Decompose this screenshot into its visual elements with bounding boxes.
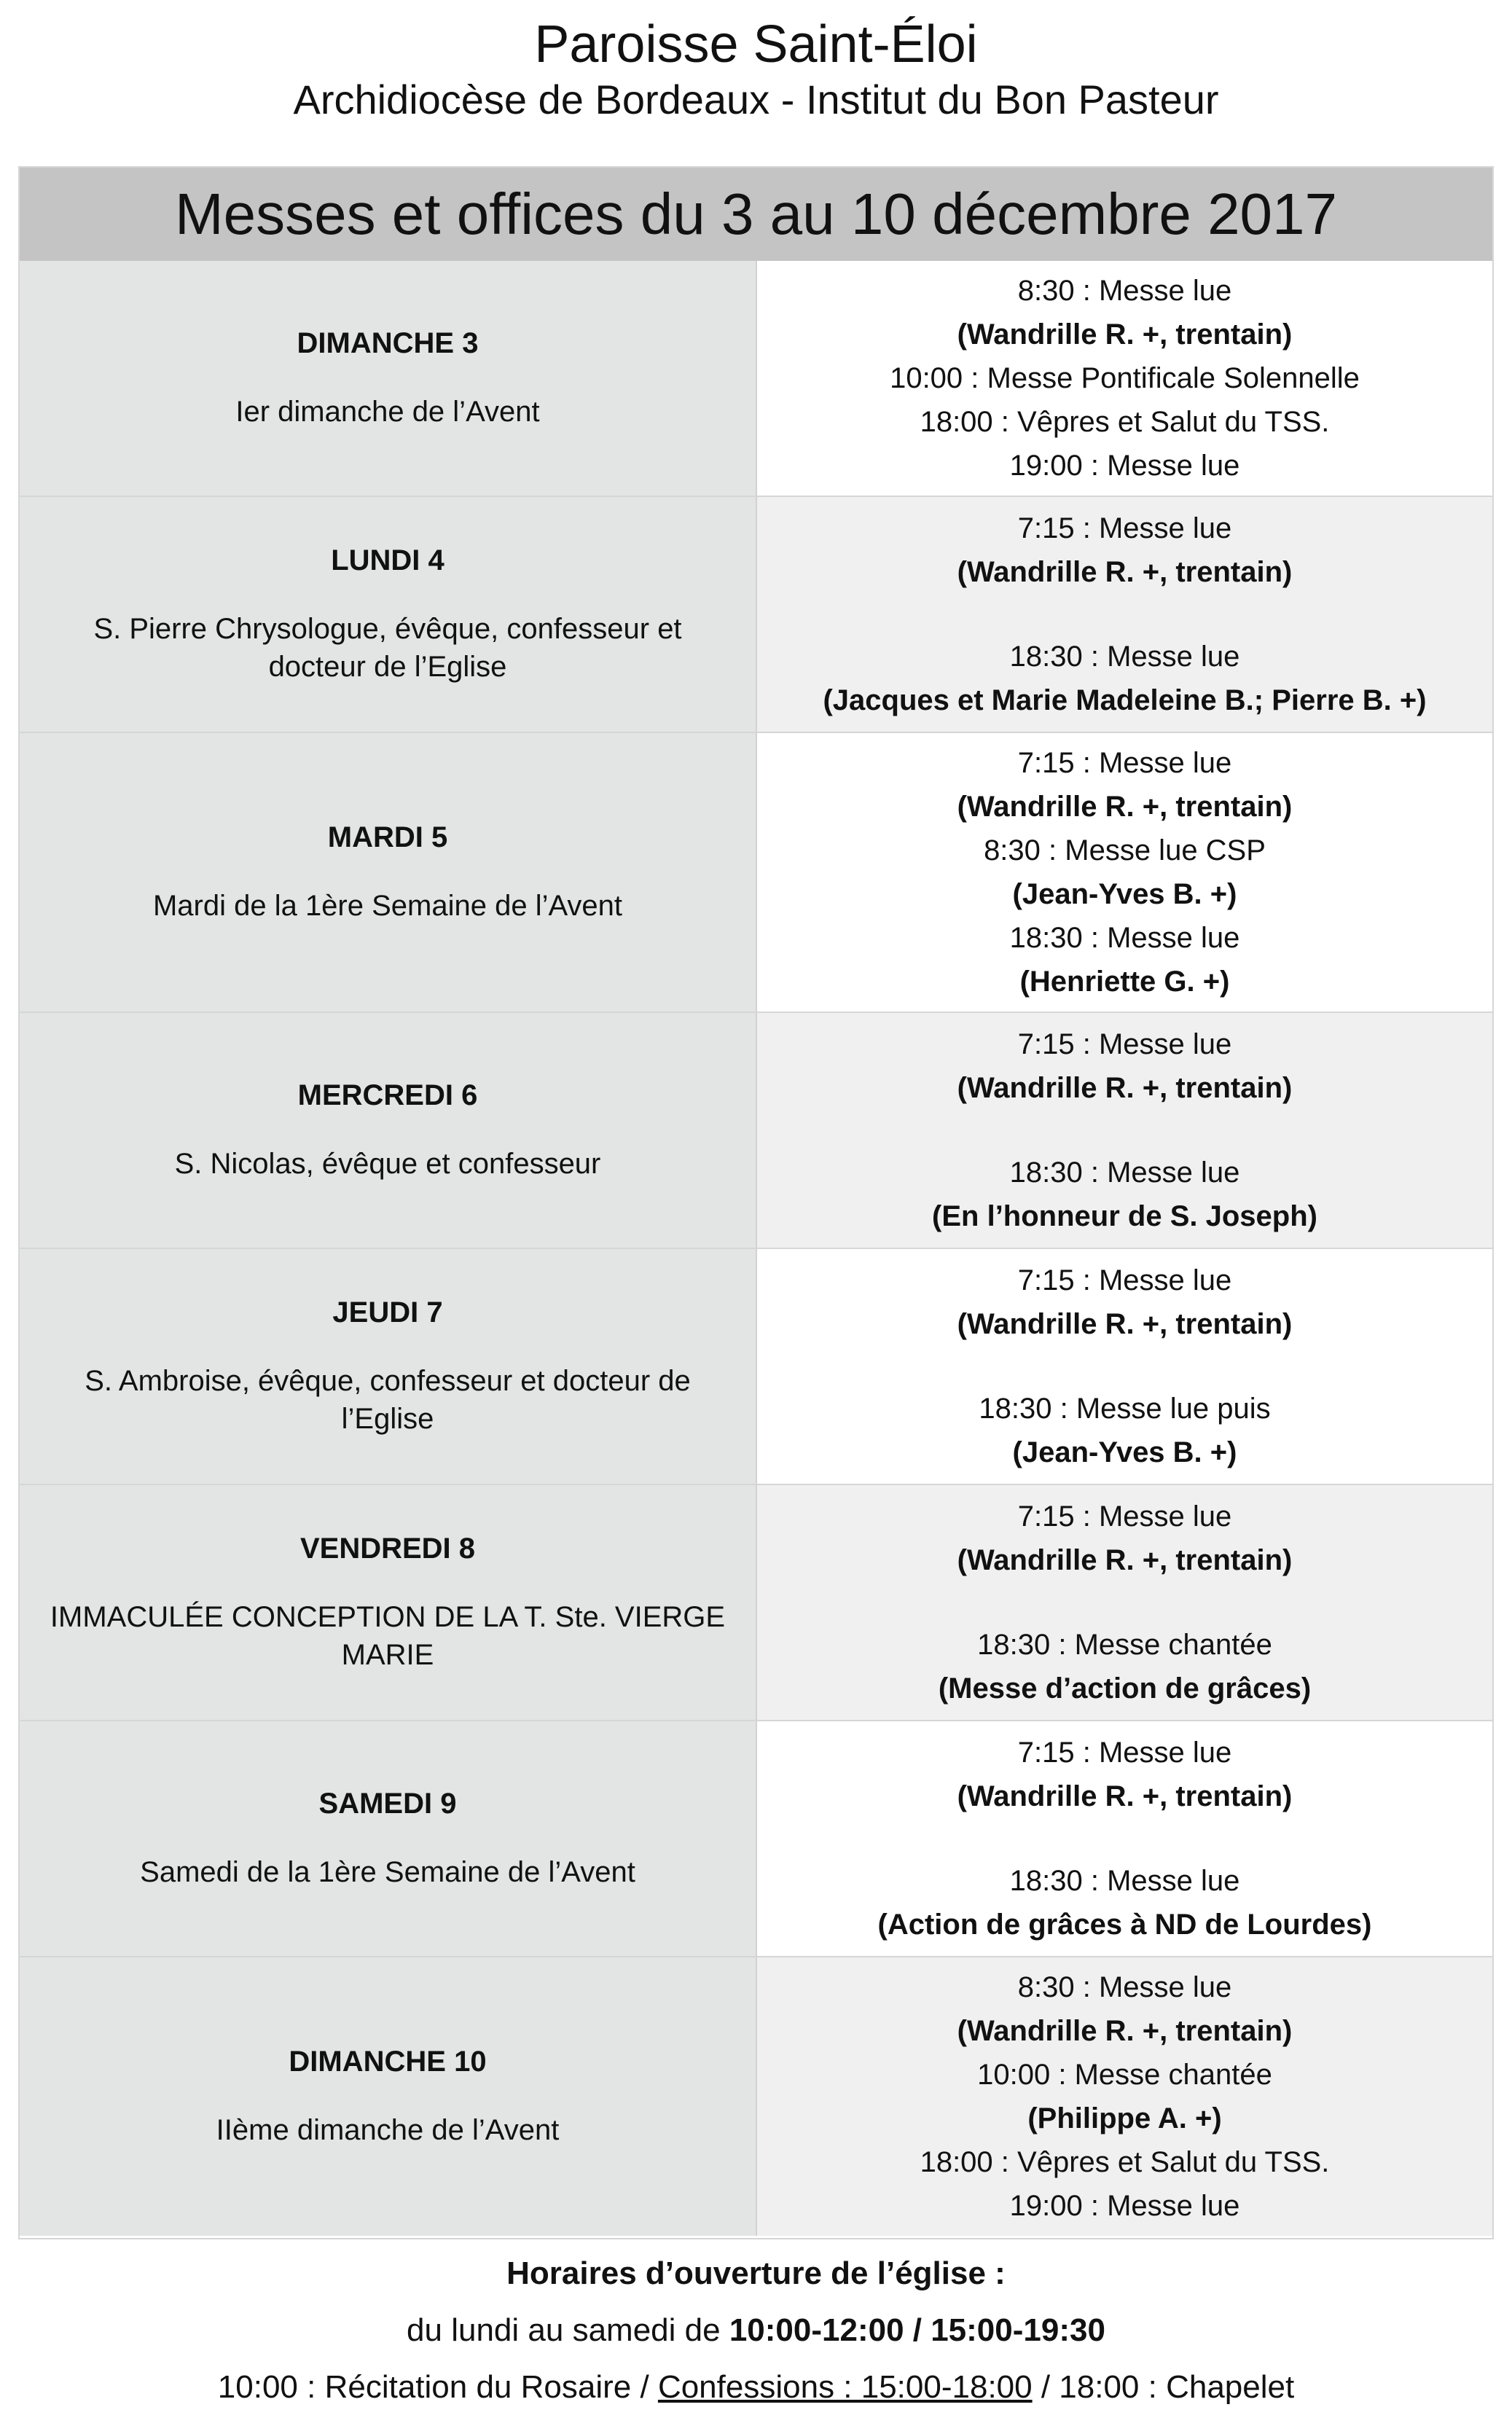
mass-time: 18:30 : Messe lue xyxy=(1009,922,1240,954)
day-row xyxy=(20,1956,1492,2236)
day-row xyxy=(20,496,1492,732)
mass-cell xyxy=(757,1013,1492,1248)
day-cell xyxy=(20,1249,757,1484)
mass-time: 18:30 : Messe lue xyxy=(1009,1157,1240,1189)
mass-time: 19:00 : Messe lue xyxy=(1009,2190,1240,2222)
mass-intention: (Action de grâces à ND de Lourdes) xyxy=(877,1909,1372,1941)
day-cell xyxy=(20,1957,757,2236)
opening-hours-footer xyxy=(0,2252,1512,2409)
mass-time: 7:15 : Messe lue xyxy=(1017,1737,1232,1769)
mass-intention: (Wandrille R. +, trentain) xyxy=(957,1072,1293,1104)
mass-intention: (Philippe A. +) xyxy=(1027,2102,1222,2134)
day-feast: S. Pierre Chrysologue, évêque, confesseur et docteur de l’Eglise xyxy=(93,613,682,683)
mass-time: 18:00 : Vêpres et Salut du TSS. xyxy=(920,2146,1330,2178)
day-feast: IIème dimanche de l’Avent xyxy=(216,2114,560,2146)
mass-intention: (Wandrille R. +, trentain) xyxy=(957,1544,1293,1576)
day-name: DIMANCHE 10 xyxy=(289,2046,487,2078)
mass-cell xyxy=(757,1721,1492,1956)
parish-name: Paroisse Saint-Éloi xyxy=(534,15,978,74)
day-name: DIMANCHE 3 xyxy=(297,327,479,359)
day-row xyxy=(20,1248,1492,1484)
mass-time: 7:15 : Messe lue xyxy=(1017,1264,1232,1296)
mass-cell xyxy=(757,1485,1492,1720)
mass-time: 8:30 : Messe lue CSP xyxy=(984,834,1266,866)
confessions-text: Confessions : 15:00-18:00 xyxy=(657,2369,1033,2405)
mass-time: 18:00 : Vêpres et Salut du TSS. xyxy=(920,406,1330,438)
mass-cell xyxy=(757,733,1492,1011)
mass-intention: (Henriette G. +) xyxy=(1019,966,1230,998)
mass-time: 7:15 : Messe lue xyxy=(1017,512,1232,544)
day-row xyxy=(20,1720,1492,1956)
opening-hours-times: 10:00-12:00 / 15:00-19:30 xyxy=(729,2312,1105,2348)
day-name: LUNDI 4 xyxy=(331,544,444,576)
day-cell xyxy=(20,1013,757,1248)
day-feast: Samedi de la 1ère Semaine de l’Avent xyxy=(140,1856,635,1888)
day-feast: IMMACULÉE CONCEPTION DE LA T. Ste. VIERGE MARIE xyxy=(50,1601,726,1671)
day-cell xyxy=(20,1721,757,1956)
day-name: SAMEDI 9 xyxy=(318,1788,457,1820)
day-name: VENDREDI 8 xyxy=(299,1533,476,1565)
opening-hours-heading: Horaires d’ouverture de l’église : xyxy=(506,2255,1006,2291)
day-cell xyxy=(20,1485,757,1720)
schedule-title-bar xyxy=(20,168,1492,261)
mass-intention: (Jean-Yves B. +) xyxy=(1012,1436,1237,1468)
opening-hours-line xyxy=(0,2309,1512,2352)
mass-intention: (Jacques et Marie Madeleine B.; Pierre B. +) xyxy=(823,684,1427,716)
mass-intention: (Jean-Yves B. +) xyxy=(1012,878,1237,910)
mass-intention: (En l’honneur de S. Joseph) xyxy=(932,1200,1317,1232)
mass-intention: (Wandrille R. +, trentain) xyxy=(957,2015,1293,2047)
day-cell xyxy=(20,261,757,496)
mass-intention: (Wandrille R. +, trentain) xyxy=(957,791,1293,823)
day-row xyxy=(20,1011,1492,1248)
mass-time: 8:30 : Messe lue xyxy=(1017,1971,1232,2003)
day-feast: S. Ambroise, évêque, confesseur et docteur de l’Eglise xyxy=(85,1365,691,1435)
mass-time: 10:00 : Messe chantée xyxy=(977,2059,1272,2091)
daily-activities-line xyxy=(0,2365,1512,2409)
day-row xyxy=(20,1484,1492,1720)
opening-hours-prefix: du lundi au samedi de xyxy=(407,2312,721,2348)
mass-time: 7:15 : Messe lue xyxy=(1017,1028,1232,1060)
schedule-title: Messes et offices du 3 au 10 décembre 2017 xyxy=(174,181,1338,246)
chapelet-text: / 18:00 : Chapelet xyxy=(1041,2369,1295,2405)
mass-time: 10:00 : Messe Pontificale Solennelle xyxy=(890,362,1360,394)
day-name: MARDI 5 xyxy=(327,821,448,853)
mass-cell xyxy=(757,261,1492,496)
day-feast: Ier dimanche de l’Avent xyxy=(235,396,540,428)
day-row xyxy=(20,732,1492,1011)
mass-cell xyxy=(757,1249,1492,1484)
day-cell xyxy=(20,733,757,1011)
mass-time: 18:30 : Messe lue xyxy=(1009,641,1240,673)
schedule-table xyxy=(18,166,1494,2239)
schedule-grid xyxy=(20,261,1492,2236)
mass-time: 8:30 : Messe lue xyxy=(1017,275,1232,307)
mass-intention: (Wandrille R. +, trentain) xyxy=(957,556,1293,588)
day-name: JEUDI 7 xyxy=(332,1296,443,1328)
rosary-text: 10:00 : Récitation du Rosaire / xyxy=(217,2369,649,2405)
mass-intention: (Wandrille R. +, trentain) xyxy=(957,1780,1293,1812)
day-cell xyxy=(20,497,757,732)
day-feast: S. Nicolas, évêque et confesseur xyxy=(174,1148,601,1180)
mass-intention: (Wandrille R. +, trentain) xyxy=(957,318,1293,351)
diocese-subtitle: Archidiocèse de Bordeaux - Institut du Bon Pasteur xyxy=(293,77,1219,122)
day-row xyxy=(20,261,1492,496)
mass-time: 18:30 : Messe lue xyxy=(1009,1865,1240,1897)
mass-cell xyxy=(757,497,1492,732)
day-name: MERCREDI 6 xyxy=(297,1079,478,1111)
mass-time: 7:15 : Messe lue xyxy=(1017,1500,1232,1533)
mass-time: 18:30 : Messe lue puis xyxy=(979,1393,1271,1425)
day-feast: Mardi de la 1ère Semaine de l’Avent xyxy=(152,890,623,922)
mass-intention: (Wandrille R. +, trentain) xyxy=(957,1308,1293,1340)
mass-time: 18:30 : Messe chantée xyxy=(977,1629,1272,1661)
mass-cell xyxy=(757,1957,1492,2236)
mass-time: 7:15 : Messe lue xyxy=(1017,747,1232,779)
mass-intention: (Messe d’action de grâces) xyxy=(938,1672,1312,1705)
page-header xyxy=(0,0,1512,166)
mass-time: 19:00 : Messe lue xyxy=(1009,450,1240,482)
